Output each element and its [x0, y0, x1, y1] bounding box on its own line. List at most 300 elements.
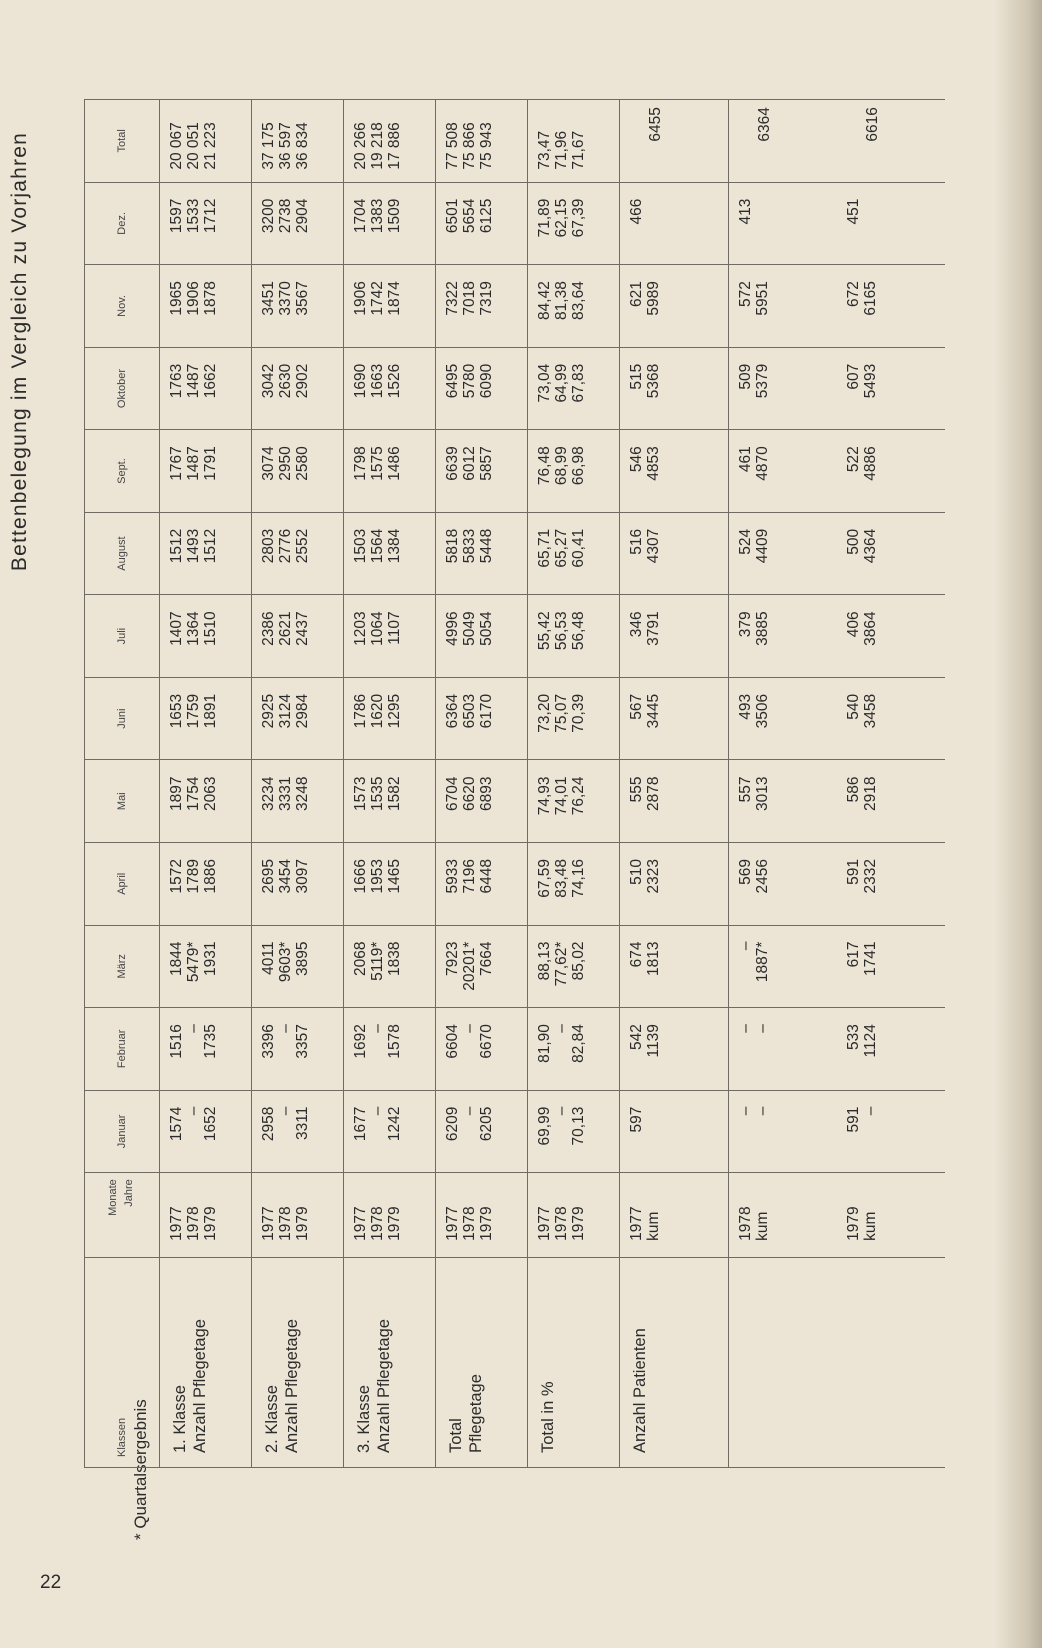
cell-value: 4364	[862, 528, 879, 564]
row-label-line: Pflegetage	[467, 1374, 485, 1453]
year-label: 1978	[277, 1206, 294, 1241]
month-cell	[620, 1008, 729, 1091]
month-cell	[436, 430, 528, 513]
month-cell	[729, 430, 838, 513]
cell-value: 76,24	[570, 776, 587, 816]
cell-value: 5119*	[369, 941, 386, 981]
month-cell	[160, 595, 252, 678]
cell-value: 406	[845, 611, 862, 638]
cell-value: 1735	[202, 1024, 219, 1059]
cell-value: 6604	[444, 1024, 461, 1059]
row-label-line: Total in %	[539, 1381, 557, 1453]
year-label: 1978	[461, 1206, 478, 1241]
total-value: 71,96	[553, 130, 570, 170]
year-label: 1977	[352, 1206, 369, 1241]
month-cell	[837, 1090, 945, 1173]
month-cell	[837, 347, 945, 430]
cell-value: 1965	[168, 281, 185, 316]
month-cell	[344, 512, 436, 595]
month-cell	[344, 843, 436, 926]
cell-value: –	[553, 1024, 570, 1033]
month-cell	[344, 1008, 436, 1091]
cell-value: 77,62*	[553, 941, 570, 987]
cell-value: –	[185, 1024, 202, 1033]
cell-value: 2552	[294, 528, 311, 564]
month-cell	[160, 265, 252, 348]
cell-value: 6209	[444, 1106, 461, 1142]
year-label: kum	[754, 1211, 771, 1241]
cell-value: 5857	[478, 446, 495, 481]
cell-value: 1597	[168, 198, 185, 234]
month-cell	[344, 1090, 436, 1173]
cell-value: 7196	[461, 859, 478, 894]
cell-value: 1503	[352, 528, 369, 564]
cell-value: 68,99	[553, 446, 570, 486]
cell-value: 5989	[645, 281, 662, 316]
cell-value: 7664	[478, 941, 495, 977]
row-label-line: Anzahl Patienten	[631, 1328, 649, 1453]
cell-value: 3248	[294, 776, 311, 811]
cell-value: 6012	[461, 446, 478, 481]
total-value: 73,47	[536, 130, 553, 170]
cell-value: 1295	[386, 693, 403, 729]
cell-value: 1813	[645, 941, 662, 977]
cell-value: 67,59	[536, 859, 553, 898]
cell-value: 1574	[168, 1106, 185, 1142]
cell-value: 6165	[862, 281, 879, 316]
cell-value: 3013	[754, 776, 771, 811]
month-cell	[252, 677, 344, 760]
cell-value: 60,41	[570, 528, 587, 568]
month-cell	[252, 347, 344, 430]
month-cell	[729, 1090, 838, 1173]
month-cell	[252, 1008, 344, 1091]
cell-value: 2904	[294, 198, 311, 234]
year-label: kum	[862, 1211, 879, 1241]
cell-value: 1535	[369, 776, 386, 811]
cell-value: 379	[737, 611, 754, 638]
month-cell	[528, 1090, 620, 1173]
cell-value: 1486	[386, 446, 403, 481]
month-cell	[436, 1008, 528, 1091]
cell-value: –	[185, 1106, 202, 1116]
month-cell	[837, 182, 945, 265]
cell-value: 6364	[444, 693, 461, 729]
cell-value: 621	[628, 281, 645, 308]
cell-value: 5479*	[185, 941, 202, 983]
year-cell	[729, 1173, 838, 1258]
cell-value: 3567	[294, 281, 311, 316]
cell-value: 2776	[277, 528, 294, 564]
year-label: 1978	[737, 1206, 754, 1241]
cell-value: 2918	[862, 776, 879, 811]
cell-value: 6893	[478, 776, 495, 811]
cell-value: 4870	[754, 446, 771, 481]
year-cell	[436, 1173, 528, 1258]
cell-value: 1906	[185, 281, 202, 316]
cell-value: 1533	[185, 198, 202, 234]
cell-value: 3042	[260, 363, 277, 399]
cell-value: 2323	[645, 859, 662, 894]
cell-value: 3864	[862, 611, 879, 646]
cell-value: 1572	[168, 859, 185, 894]
cell-value: 73,04	[536, 363, 553, 403]
row-label	[160, 1257, 252, 1467]
cell-value: 2332	[862, 859, 879, 894]
cell-value: 6704	[444, 776, 461, 811]
year-label: 1978	[185, 1206, 202, 1241]
month-cell	[344, 677, 436, 760]
cell-value: 1662	[202, 363, 219, 399]
month-cell	[620, 512, 729, 595]
cell-value: 1582	[386, 776, 403, 811]
month-cell	[160, 512, 252, 595]
cell-value: 493	[737, 693, 754, 720]
cell-value: 6090	[478, 363, 495, 399]
total-cell	[436, 100, 528, 183]
total-value: 20 051	[185, 122, 202, 170]
cell-value: 2580	[294, 446, 311, 481]
cell-value	[754, 199, 771, 265]
cell-value: 1620	[369, 693, 386, 729]
cell-value: 67,39	[570, 198, 587, 238]
patients-row	[837, 100, 945, 1468]
patients-row	[729, 100, 838, 1468]
cell-value: 1874	[386, 281, 403, 316]
table-row	[436, 100, 528, 1468]
cell-value	[645, 199, 662, 265]
year-label: 1977	[628, 1206, 645, 1241]
row-label	[837, 1257, 945, 1467]
cell-value: 2456	[754, 859, 771, 894]
row-label-line: 1. Klasse	[171, 1385, 189, 1453]
month-cell	[252, 925, 344, 1008]
cell-value: 1690	[352, 363, 369, 399]
month-cell	[436, 843, 528, 926]
cell-value: 1798	[352, 446, 369, 481]
total-cell	[528, 100, 620, 183]
cell-value: 3885	[754, 611, 771, 646]
cell-value: 1791	[202, 446, 219, 481]
month-cell	[837, 677, 945, 760]
header-month: Februar	[85, 1008, 160, 1091]
month-cell	[528, 265, 620, 348]
cell-value: 3454	[277, 859, 294, 894]
cell-value: 7319	[478, 281, 495, 316]
month-cell	[160, 843, 252, 926]
cell-value: 70,13	[570, 1106, 587, 1146]
cell-value: 3895	[294, 941, 311, 977]
header-month: Juli	[85, 595, 160, 678]
cell-value: 1666	[352, 859, 369, 894]
cell-value: 6503	[461, 693, 478, 729]
cell-value: 4853	[645, 446, 662, 481]
header-month: Oktober	[85, 347, 160, 430]
cell-value: –	[737, 1106, 754, 1116]
cell-value: 3357	[294, 1024, 311, 1059]
month-cell	[436, 760, 528, 843]
cell-value: 567	[628, 693, 645, 720]
month-cell	[252, 265, 344, 348]
total-cell	[160, 100, 252, 183]
cell-value: 7018	[461, 281, 478, 316]
month-cell	[620, 430, 729, 513]
month-cell	[160, 677, 252, 760]
cell-value: 3445	[645, 693, 662, 729]
cell-value: 515	[628, 363, 645, 390]
cell-value: 542	[628, 1024, 645, 1050]
total-value: 37 175	[260, 122, 277, 170]
cell-value: 81,38	[553, 281, 570, 320]
year-label: 1977	[168, 1206, 185, 1241]
month-cell	[620, 760, 729, 843]
cell-value: 1741	[862, 941, 879, 977]
month-cell	[436, 512, 528, 595]
row-label-line: 2. Klasse	[263, 1385, 281, 1453]
cell-value: 3791	[645, 611, 662, 646]
cell-value: 617	[845, 941, 862, 968]
cell-value: 88,13	[536, 941, 553, 981]
row-label	[729, 1257, 838, 1467]
cell-value: 74,01	[553, 776, 570, 816]
month-cell	[160, 1090, 252, 1173]
year-label: 1978	[553, 1206, 570, 1241]
cell-value: 4011	[260, 941, 277, 975]
cell-value: 6670	[478, 1024, 495, 1059]
total-value: 36 597	[277, 122, 294, 170]
month-cell	[436, 182, 528, 265]
footnote: * Quartalsergebnis	[131, 1399, 150, 1540]
cell-value: 71,89	[536, 198, 553, 238]
total-value: 6364	[756, 107, 773, 142]
month-cell	[528, 1008, 620, 1091]
cell-value: 1712	[202, 198, 219, 234]
header-month: August	[85, 512, 160, 595]
cell-value: 2063	[202, 776, 219, 811]
header-month: Januar	[85, 1090, 160, 1173]
cell-value: 1526	[386, 363, 403, 399]
month-cell	[620, 347, 729, 430]
cell-value: 2738	[277, 198, 294, 234]
row-label	[528, 1257, 620, 1467]
month-cell	[252, 760, 344, 843]
year-cell	[160, 1173, 252, 1258]
cell-value: 4886	[862, 446, 879, 481]
row-label	[620, 1257, 729, 1467]
cell-value: 2437	[294, 611, 311, 646]
cell-value: –	[754, 1106, 771, 1116]
month-cell	[620, 265, 729, 348]
cell-value: 1786	[352, 693, 369, 729]
month-cell	[620, 925, 729, 1008]
month-cell	[528, 182, 620, 265]
header-month: Sept.	[85, 430, 160, 513]
table-row	[344, 100, 436, 1468]
cell-value: 2695	[260, 859, 277, 894]
month-cell	[837, 843, 945, 926]
cell-value: 6501	[444, 198, 461, 234]
cell-value: 56,48	[570, 611, 587, 651]
cell-value: 82,84	[570, 1024, 587, 1063]
cell-value: 5951	[754, 281, 771, 316]
month-cell	[252, 595, 344, 678]
month-cell	[252, 512, 344, 595]
cell-value: 62,15	[553, 198, 570, 238]
cell-value: 20201*	[461, 941, 478, 991]
year-label: 1978	[369, 1206, 386, 1241]
cell-value: 85,02	[570, 941, 587, 981]
header-jahre: Jahre	[123, 1179, 135, 1207]
month-cell	[252, 430, 344, 513]
cell-value: 7322	[444, 281, 461, 316]
cell-value: 3331	[277, 776, 294, 811]
cell-value: 1789	[185, 859, 202, 894]
cell-value: 5833	[461, 528, 478, 564]
total-cell	[620, 100, 729, 183]
cell-value: 5654	[461, 198, 478, 234]
header-total: Total	[85, 100, 160, 183]
cell-value: 1564	[369, 528, 386, 564]
month-cell	[837, 430, 945, 513]
cell-value: 451	[845, 198, 862, 225]
header-month: Nov.	[85, 265, 160, 348]
cell-value: 7923	[444, 941, 461, 977]
month-cell	[528, 677, 620, 760]
month-cell	[729, 1008, 838, 1091]
cell-value: 1512	[168, 528, 185, 564]
cell-value: 607	[845, 363, 862, 390]
row-label-line: Anzahl Pflegetage	[191, 1319, 209, 1453]
cell-value: 1493	[185, 528, 202, 564]
year-label: 1979	[386, 1206, 403, 1241]
cell-value: 69,99	[536, 1106, 553, 1146]
month-cell	[436, 677, 528, 760]
month-cell	[344, 265, 436, 348]
header-month: März	[85, 925, 160, 1008]
row-label	[344, 1257, 436, 1467]
month-cell	[252, 843, 344, 926]
header-month: April	[85, 843, 160, 926]
cell-value: 1704	[352, 198, 369, 234]
cell-value: 597	[628, 1106, 645, 1133]
year-label: 1979	[202, 1206, 219, 1241]
page-number: 22	[40, 1572, 62, 1593]
cell-value: 1906	[352, 281, 369, 316]
cell-value: 2950	[277, 446, 294, 481]
month-cell	[436, 595, 528, 678]
cell-value: 3370	[277, 281, 294, 316]
cell-value: 64,99	[553, 363, 570, 403]
cell-value	[645, 1107, 662, 1173]
cell-value: 4409	[754, 528, 771, 564]
year-label: 1979	[845, 1206, 862, 1241]
month-cell	[620, 843, 729, 926]
cell-value: 76,48	[536, 446, 553, 486]
cell-value: 3074	[260, 446, 277, 481]
cell-value: –	[461, 1024, 478, 1033]
year-label: 1979	[570, 1206, 587, 1241]
cell-value: 3311	[294, 1106, 311, 1140]
cell-value: 1897	[168, 776, 185, 811]
cell-value: –	[277, 1024, 294, 1033]
cell-value: 3234	[260, 776, 277, 811]
cell-value: 74,93	[536, 776, 553, 816]
cell-value: 1124	[862, 1024, 879, 1058]
month-cell	[528, 760, 620, 843]
header-monate-jahre	[85, 1173, 160, 1258]
cell-value: 1575	[369, 446, 386, 481]
year-label: 1977	[260, 1206, 277, 1241]
cell-value: 4996	[444, 611, 461, 646]
cell-value: 5049	[461, 611, 478, 646]
total-value: 6455	[647, 107, 664, 142]
month-cell	[729, 512, 838, 595]
row-label-line: 3. Klasse	[355, 1385, 373, 1453]
cell-value: 672	[845, 281, 862, 308]
header-month: Mai	[85, 760, 160, 843]
month-cell	[160, 1008, 252, 1091]
month-cell	[729, 677, 838, 760]
cell-value: 1107	[386, 611, 403, 645]
cell-value: 4307	[645, 528, 662, 564]
cell-value: 1838	[386, 941, 403, 977]
month-cell	[837, 265, 945, 348]
cell-value: 2984	[294, 693, 311, 729]
cell-value: 3506	[754, 693, 771, 729]
total-value: 75 866	[461, 122, 478, 170]
year-cell	[344, 1173, 436, 1258]
cell-value: 5054	[478, 611, 495, 646]
cell-value: 1759	[185, 693, 202, 729]
cell-value: 2902	[294, 363, 311, 399]
cell-value: 75,07	[553, 693, 570, 733]
cell-value: 56,53	[553, 611, 570, 651]
cell-value: 1465	[386, 859, 403, 894]
cell-value: 591	[845, 1106, 862, 1133]
cell-value: 2925	[260, 693, 277, 729]
month-cell	[620, 1090, 729, 1173]
cell-value: 586	[845, 776, 862, 803]
year-label: 1977	[536, 1206, 553, 1241]
cell-value: 1653	[168, 693, 185, 729]
month-cell	[160, 182, 252, 265]
year-cell	[837, 1173, 945, 1258]
cell-value: 1844	[168, 941, 185, 977]
month-cell	[620, 595, 729, 678]
cell-value: 5933	[444, 859, 461, 894]
month-cell	[528, 430, 620, 513]
cell-value: 65,71	[536, 528, 553, 568]
table-row	[252, 100, 344, 1468]
year-label: kum	[645, 1211, 662, 1241]
month-cell	[729, 182, 838, 265]
header-month: Dez.	[85, 182, 160, 265]
cell-value: 1487	[185, 363, 202, 399]
month-cell	[528, 843, 620, 926]
cell-value: 1383	[369, 198, 386, 234]
cell-value: 522	[845, 446, 862, 473]
total-value: 21 223	[202, 122, 219, 170]
month-cell	[620, 182, 729, 265]
cell-value: 2958	[260, 1106, 277, 1142]
cell-value: 1763	[168, 363, 185, 399]
month-cell	[436, 347, 528, 430]
cell-value: 5818	[444, 528, 461, 564]
table-title: Bettenbelegung im Vergleich zu Vorjahren	[8, 132, 31, 572]
cell-value: 1509	[386, 198, 403, 234]
cell-value: 6170	[478, 693, 495, 729]
month-cell	[252, 1090, 344, 1173]
